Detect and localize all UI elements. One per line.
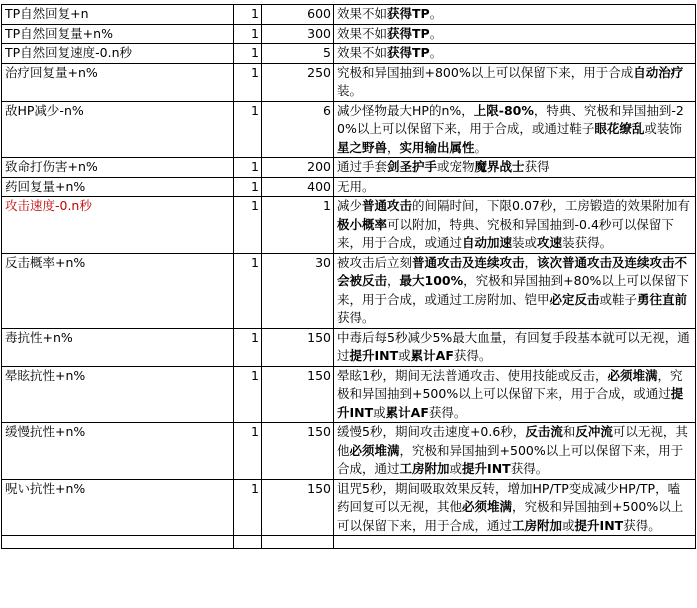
description-bold-text: 提升INT xyxy=(574,517,624,533)
level-cell: 1 xyxy=(234,253,262,328)
description-bold-text: 攻速 xyxy=(537,235,563,250)
table-row xyxy=(2,423,696,480)
level-cell: 1 xyxy=(234,177,262,197)
level-cell: 1 xyxy=(234,366,262,423)
description-bold-text: 提升INT xyxy=(349,348,399,363)
description-cell xyxy=(334,158,696,178)
description-bold-text: 获得TP xyxy=(387,45,430,60)
description-text: 装获得。 xyxy=(562,235,613,250)
description-text: 效果不如 xyxy=(337,6,388,21)
description-bold-text: 魔界战士 xyxy=(474,159,525,174)
level-cell: 1 xyxy=(234,24,262,44)
max-value-cell: 1 xyxy=(262,197,334,254)
empty-cell xyxy=(234,536,262,549)
description-text: 。 xyxy=(429,45,443,60)
max-value-cell: 300 xyxy=(262,24,334,44)
table-row xyxy=(2,253,696,328)
description-text: 晕眩1秒，期间无法普通攻击、使用技能或反击， xyxy=(337,367,608,383)
description-text: 缓慢5秒，期间攻击速度+0.6秒， xyxy=(337,424,526,439)
description-text: 获得 xyxy=(524,159,550,174)
description-text: 效果不如 xyxy=(337,25,388,41)
description-text: 和 xyxy=(562,424,576,439)
description-text: 获得。 xyxy=(510,461,549,476)
description-text: 获得。 xyxy=(428,404,467,420)
description-cell xyxy=(334,423,696,480)
description-text: 减少 xyxy=(337,198,363,213)
description-text: 或鞋子 xyxy=(599,291,638,307)
description-text: 效果不如 xyxy=(337,45,388,60)
max-value-cell: 150 xyxy=(262,366,334,423)
attribute-name-cell: 毒抗性+n% xyxy=(2,328,234,366)
description-bold-text: 极小概率 xyxy=(337,216,388,232)
description-bold-text: 最大100% xyxy=(399,273,464,288)
attribute-name-cell: 药回复量+n% xyxy=(2,177,234,197)
description-bold-text: 累计AF xyxy=(410,348,454,363)
description-text: ，究极和异国抽到+500%以上可以保留下来，用于合成，通过 xyxy=(337,442,684,476)
max-value-cell: 400 xyxy=(262,177,334,197)
attribute-name-cell: 攻击速度-0.n秒 xyxy=(2,197,234,254)
max-value-cell: 200 xyxy=(262,158,334,178)
max-value-cell: 600 xyxy=(262,5,334,25)
description-text: ， xyxy=(387,273,400,288)
attribute-name-cell: 呪い抗性+n% xyxy=(2,479,234,536)
level-cell: 1 xyxy=(234,5,262,25)
attribute-name-cell: TP自然回复量+n% xyxy=(2,24,234,44)
description-text: 装或 xyxy=(512,235,538,250)
description-text: 通过手套 xyxy=(337,159,388,174)
attribute-name-cell: 敌HP减少-n% xyxy=(2,101,234,158)
attribute-name-cell: 反击概率+n% xyxy=(2,253,234,328)
description-bold-text: 必须堆满 xyxy=(462,499,513,514)
attribute-name-cell: 治疗回复量+n% xyxy=(2,63,234,101)
table-row xyxy=(2,24,696,44)
table-row xyxy=(2,366,696,423)
description-cell xyxy=(334,5,696,25)
description-text: 装。 xyxy=(337,83,363,98)
description-cell xyxy=(334,63,696,101)
description-bold-text: 上限-80% xyxy=(473,102,534,118)
description-bold-text: 自动加速 xyxy=(462,235,513,250)
description-text: 诅咒5秒，期间吸取效果反转，增加HP/TP变成减少HP/TP，嗑药回复可以无视，其他 xyxy=(337,480,681,514)
table-row xyxy=(2,63,696,101)
description-cell xyxy=(334,253,696,328)
table-row xyxy=(2,197,696,254)
level-cell: 1 xyxy=(234,44,262,64)
description-text: ， xyxy=(387,139,400,155)
description-bold-text: 反冲流 xyxy=(575,424,613,439)
attribute-table xyxy=(1,4,696,549)
description-cell xyxy=(334,101,696,158)
table-row xyxy=(2,101,696,158)
table-row xyxy=(2,328,696,366)
description-text: ， xyxy=(524,254,538,270)
attribute-name-cell: 致命打伤害+n% xyxy=(2,158,234,178)
description-text: 或 xyxy=(398,348,411,363)
max-value-cell: 6 xyxy=(262,101,334,158)
description-bold-text: 实用输出属性 xyxy=(399,139,475,155)
table-row xyxy=(2,44,696,64)
attribute-name-cell: TP自然回复速度-0.n秒 xyxy=(2,44,234,64)
max-value-cell: 250 xyxy=(262,63,334,101)
description-cell xyxy=(334,197,696,254)
table-row xyxy=(2,536,696,549)
description-text: 或 xyxy=(562,517,575,533)
description-text: 或装饰 xyxy=(644,121,682,136)
description-bold-text: 工房附加 xyxy=(512,517,563,533)
description-text: 或宠物 xyxy=(437,159,475,174)
empty-cell xyxy=(2,536,234,549)
description-bold-text: 普通攻击 xyxy=(362,198,413,213)
description-text: 。 xyxy=(429,6,443,21)
description-cell xyxy=(334,366,696,423)
description-bold-text: 剑圣护手 xyxy=(387,159,438,174)
description-cell xyxy=(334,177,696,197)
description-bold-text: 自动治疗 xyxy=(633,64,684,80)
description-text: ，特典、究极和异国抽到-20%以上可以保留下来，用于合成，或通过鞋子 xyxy=(337,102,684,136)
level-cell: 1 xyxy=(234,101,262,158)
description-text: ，究极和异国抽到+500%以上可以保留下来，用于合成，通过 xyxy=(337,499,684,533)
description-text: 可以无视，其他 xyxy=(337,424,688,458)
description-text: ，究极和异国抽到+80%以上可以保留下来，用于合成，或通过工房附加、铠甲 xyxy=(337,273,689,307)
description-text: 可以附加，特典、究极和异国抽到-0.4秒可以保留下来，用于合成，或通过 xyxy=(337,216,674,250)
description-bold-text: 必定反击 xyxy=(549,291,600,307)
description-bold-text: 眼花缭乱 xyxy=(594,121,645,136)
description-cell xyxy=(334,479,696,536)
max-value-cell: 150 xyxy=(262,328,334,366)
description-text: 获得。 xyxy=(337,310,375,325)
level-cell: 1 xyxy=(234,479,262,536)
description-cell xyxy=(334,44,696,64)
description-bold-text: 工房附加 xyxy=(399,461,450,476)
description-text: 中毒后每5秒减少5%最大血量，有回复手段基本就可以无视，通过 xyxy=(337,329,690,363)
empty-cell xyxy=(334,536,696,549)
level-cell: 1 xyxy=(234,423,262,480)
description-cell xyxy=(334,24,696,44)
max-value-cell: 5 xyxy=(262,44,334,64)
description-text: 。 xyxy=(429,25,443,41)
description-bold-text: 获得TP xyxy=(387,6,430,21)
description-text: 无用。 xyxy=(337,178,375,194)
table-row xyxy=(2,479,696,536)
level-cell: 1 xyxy=(234,328,262,366)
max-value-cell: 30 xyxy=(262,253,334,328)
description-bold-text: 该次普通攻击及连续攻击不会被反击 xyxy=(337,254,688,288)
description-text: 或 xyxy=(449,461,463,476)
attribute-name-cell: 缓慢抗性+n% xyxy=(2,423,234,480)
description-bold-text: 反击流 xyxy=(525,424,563,439)
description-text: 的间隔时间，下限0.07秒，工房锻造的效果附加有 xyxy=(412,198,690,213)
description-bold-text: 普通攻击及连续攻击 xyxy=(412,254,525,270)
description-bold-text: 必须堆满 xyxy=(607,367,658,383)
level-cell: 1 xyxy=(234,158,262,178)
max-value-cell: 150 xyxy=(262,423,334,480)
description-text: 获得。 xyxy=(623,517,661,533)
description-bold-text: 必须堆满 xyxy=(349,442,400,458)
description-bold-text: 累计AF xyxy=(385,404,429,420)
description-bold-text: 提升INT xyxy=(462,461,511,476)
attribute-name-cell: 晕眩抗性+n% xyxy=(2,366,234,423)
description-text: 减少怪物最大HP的n%， xyxy=(337,102,474,118)
description-text: 被攻击后立刻 xyxy=(337,254,413,270)
empty-cell xyxy=(262,536,334,549)
description-text: 或 xyxy=(373,404,386,420)
description-text: 获得。 xyxy=(453,348,492,363)
level-cell: 1 xyxy=(234,197,262,254)
table-row xyxy=(2,177,696,197)
description-text: ，究极和异国抽到+500%以上可以保留下来，用于合成，或通过 xyxy=(337,367,683,401)
description-bold-text: 星之野兽 xyxy=(337,139,388,155)
description-text: 究极和异国抽到+800%以上可以保留下来，用于合成 xyxy=(337,64,634,80)
max-value-cell: 150 xyxy=(262,479,334,536)
description-bold-text: 获得TP xyxy=(387,25,430,41)
table-row xyxy=(2,158,696,178)
description-text: 。 xyxy=(474,139,488,155)
attribute-name-cell: TP自然回复+n xyxy=(2,5,234,25)
description-cell xyxy=(334,328,696,366)
table-row xyxy=(2,5,696,25)
description-bold-text: 提升INT xyxy=(337,386,684,420)
level-cell: 1 xyxy=(234,63,262,101)
description-bold-text: 勇往直前 xyxy=(637,291,688,307)
